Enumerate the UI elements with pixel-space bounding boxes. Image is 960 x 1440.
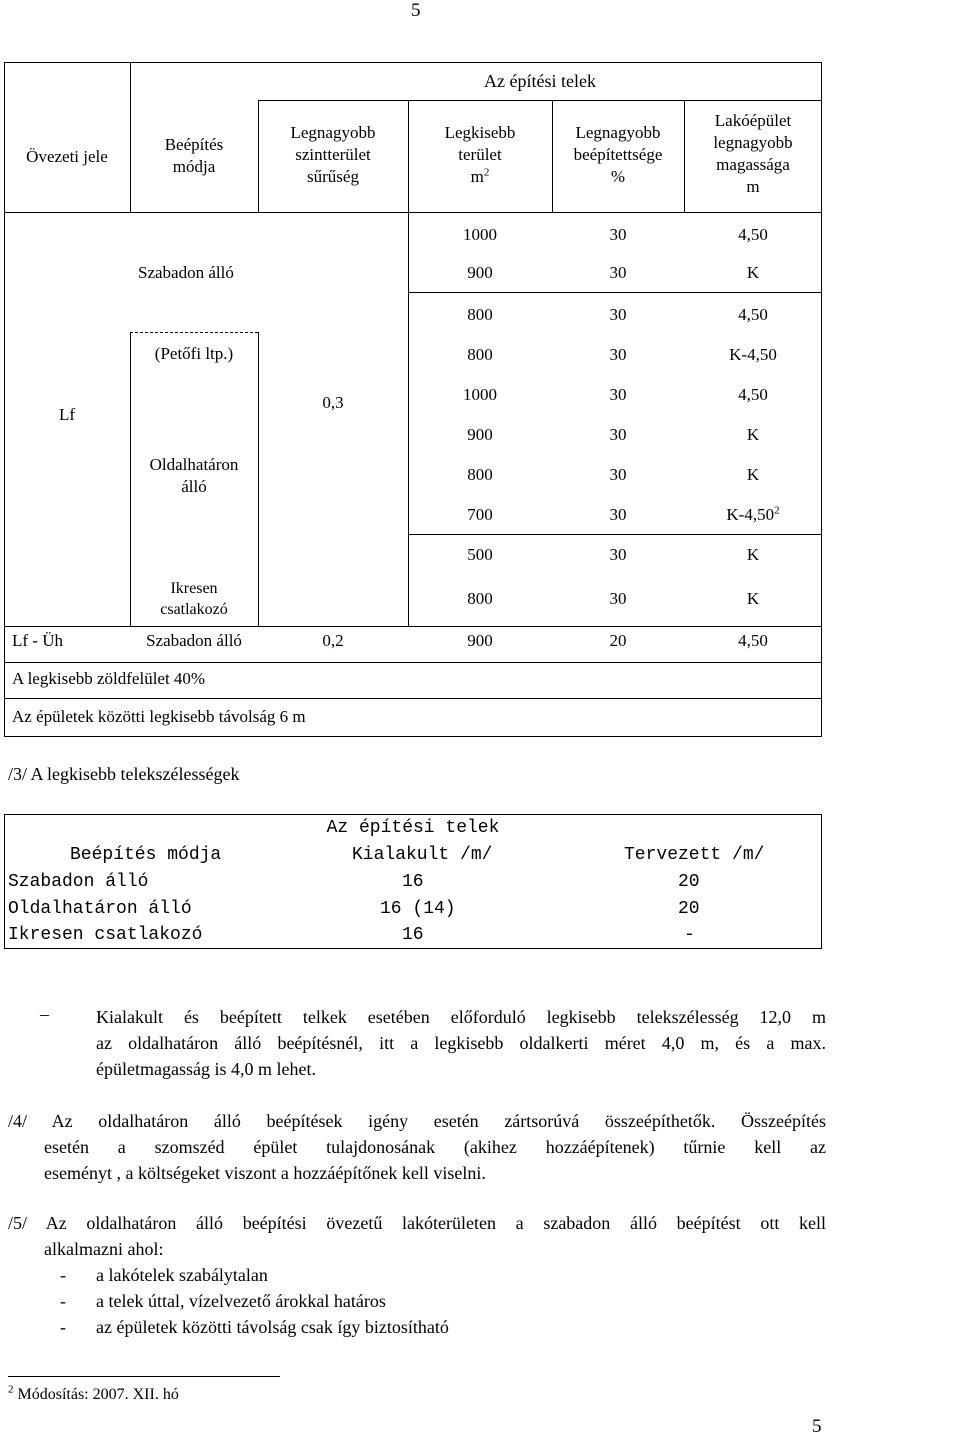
cell-area: 700 [467,505,493,524]
uh-method: Szabadon álló [146,631,242,650]
cell-height: K-4,50$^2$ [726,504,780,524]
group-header: Az építési telek [484,71,596,91]
cell-area: 800 [467,305,493,324]
header-zone: Övezeti jele [26,147,108,166]
uh-area: 900 [467,631,493,650]
method-petofi: (Petőfi ltp.) [154,344,234,363]
zoning-table [4,62,822,736]
cell-coverage: 30 [609,345,627,364]
width-cell-method: Szabadon álló [8,872,149,892]
footnote-separator [8,1376,280,1377]
page-number-bottom: 5 [812,1416,822,1437]
cell-area: 800 [467,345,493,364]
width-cell-existing: 16 [402,925,424,945]
list-item: - a lakótelek szabálytalan [60,1265,268,1285]
zone-lf: Lf [58,405,76,424]
width-header-method: Beépítés módja [70,845,222,865]
list-item: - a telek úttal, vízelvezető árokkal határos [60,1291,386,1311]
cell-height: K-4,50 [729,345,777,364]
cell-height: 4,50 [738,385,768,404]
cell-area: 1000 [463,385,497,404]
cell-height: 4,50 [738,225,768,244]
section5-list [60,1262,449,1340]
header-density: Legnagyobb szintterület sűrűség [290,123,376,186]
width-cell-method: Oldalhatáron álló [8,899,192,919]
header-coverage: Legnagyobb beépítettsége % [573,123,663,186]
width-cell-planned: 20 [678,872,700,892]
width-cell-planned: - [684,925,695,945]
cell-height: K [746,465,760,484]
width-group-header: Az építési telek [326,818,500,838]
footnote: $^2$ Módosítás: 2007. XII. hó [8,1383,179,1403]
header-area: Legkisebb terület $m^2$ [444,123,516,186]
bullet-dash: – [40,1004,49,1024]
method-free: Szabadon álló [138,263,234,282]
list-item: - az épületek közötti távolság csak így biztosítható [60,1317,449,1337]
section4-paragraph: /4/ Az oldalhatáron álló beépítések igény esetén zártsorúvá összeépíthetők. Összeépítés esetén a szomszéd épület tulajdonosának (akihez hozzáépítenek) tűrnie kell az eseményt , a költségeket viszont a hozzáépítőnek kell viselni. [8,1111,826,1183]
page-number-top: 5 [411,0,421,21]
cell-height: K [746,545,760,564]
width-cell-existing: 16 [402,872,424,892]
green-area-note: A legkisebb zöldfelület 40% [12,669,206,688]
cell-height: K [746,263,760,282]
section5-paragraph: /5/ Az oldalhatáron álló beépítési övezetű lakóterületen a szabadon álló beépítést ott kell alkalmazni ahol: [8,1213,826,1259]
cell-coverage: 30 [609,225,627,244]
cell-area: 800 [467,465,493,484]
width-header-planned: Tervezett /m/ [624,845,765,865]
cell-coverage: 30 [609,425,627,444]
cell-height: K [746,425,760,444]
cell-coverage: 30 [609,465,627,484]
uh-density: 0,2 [322,631,344,650]
cell-height: K [746,589,760,608]
cell-coverage: 30 [609,589,627,608]
section3-title: /3/ A legkisebb telekszélességek [8,764,240,784]
cell-area: 500 [467,545,493,564]
cell-area: 1000 [463,225,497,244]
width-header-existing: Kialakult /m/ [352,845,493,865]
uh-zone: Lf - Üh [12,631,63,650]
uh-coverage: 20 [609,631,627,650]
bullet-paragraph: Kialakult és beépített telkek esetében előforduló legkisebb telekszélesség 12,0 m az oldalhatáron álló beépítésnél, itt a legkisebb oldalkerti méret 4,0 m, és a max. épületmagasság is 4,0 m lehet. [96,1007,826,1079]
cell-coverage: 30 [609,385,627,404]
width-table [4,814,822,948]
width-cell-planned: 20 [678,899,700,919]
width-cell-method: Ikresen csatlakozó [8,925,203,945]
cell-area: 800 [467,589,493,608]
cell-coverage: 30 [609,305,627,324]
method-twin: Ikresen csatlakozó [160,580,228,618]
cell-area: 900 [467,425,493,444]
uh-height: 4,50 [738,631,768,650]
cell-height: 4,50 [738,305,768,324]
width-cell-existing: 16 (14) [380,899,456,919]
header-height: Lakóépület legnagyobb magassága m [713,111,793,196]
header-method: Beépítés módja [164,135,224,176]
cell-coverage: 30 [609,545,627,564]
cell-area: 900 [467,263,493,282]
cell-coverage: 30 [609,505,627,524]
density-lf: 0,3 [322,393,344,412]
cell-coverage: 30 [609,263,627,282]
method-side: Oldalhatáron álló [149,455,239,496]
distance-note: Az épületek közötti legkisebb távolság 6 m [12,707,306,726]
